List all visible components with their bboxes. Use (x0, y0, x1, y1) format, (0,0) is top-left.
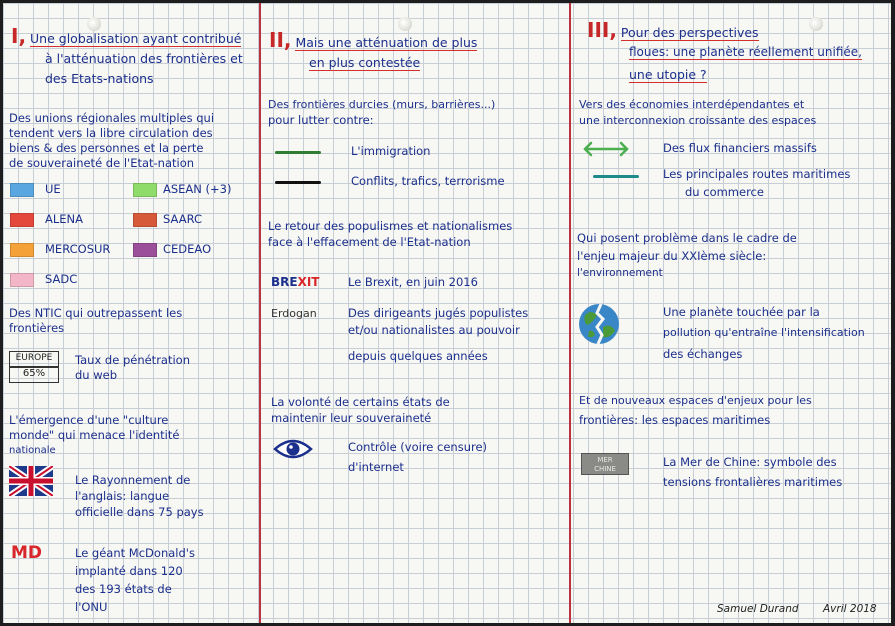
planet-text: pollution qu'entraîne l'intensification (663, 326, 865, 339)
legend-swatch-saarc (133, 213, 157, 227)
mcdonalds-text: Le géant McDonald's (75, 546, 195, 560)
unions-text: biens & des personnes et la perte (9, 141, 204, 155)
legend-label-mercosur: MERCOSUR (45, 242, 111, 256)
environment-text: l'environnement (577, 267, 663, 279)
mcdonalds-text: implanté dans 120 (75, 564, 183, 578)
legend-label-asean: ASEAN (+3) (163, 182, 232, 196)
legend-label-ue: UE (45, 182, 61, 196)
leaders-text: et/ou nationalistes au pouvoir (348, 323, 520, 337)
section-2-title-line: en plus contestée (309, 55, 421, 70)
legend-swatch-sadc (10, 273, 34, 287)
legend-swatch-alena (10, 213, 34, 227)
ntic-text: frontières (9, 321, 65, 335)
ntic-text: Des NTIC qui outrepassent les (9, 306, 183, 320)
penetration-text: du web (75, 368, 118, 382)
unions-text: Des unions régionales multiples qui (9, 111, 215, 125)
maritime-spaces-text: frontières: les espaces maritimes (579, 413, 771, 427)
legend-swatch-ue (10, 183, 34, 197)
maritime-spaces-text: Et de nouveaux espaces d'enjeux pour les (579, 394, 812, 407)
mcdonalds-text: l'ONU (75, 600, 108, 614)
section-1-title-line: des Etats-nations (45, 71, 154, 86)
legend-label-maritime-routes: du commerce (685, 185, 764, 199)
notebook-page (3, 3, 891, 623)
legend-swatch-cedeao (133, 243, 157, 257)
section-3-numeral: III, (587, 18, 617, 42)
english-text: officielle dans 75 pays (75, 505, 204, 519)
legend-label-saarc: SAARC (163, 212, 203, 226)
legend-label-maritime-routes: Les principales routes maritimes (663, 167, 851, 181)
leaders-text: depuis quelques années (348, 349, 488, 363)
section-2-numeral: II, (269, 28, 292, 52)
planet-text: Une planète touchée par la (663, 305, 820, 319)
section-1-title-line: à l'atténuation des frontières et (45, 51, 243, 66)
europe-label-box: EUROPE (9, 351, 59, 367)
english-text: l'anglais: langue (75, 489, 170, 503)
china-sea-text: La Mer de Chine: symbole des (663, 455, 837, 469)
walls-text: pour lutter contre: (268, 113, 374, 127)
eye-icon (273, 437, 313, 461)
penetration-text: Taux de pénétration (75, 353, 190, 367)
cracked-earth-icon (573, 301, 625, 347)
populism-text: Le retour des populismes et nationalismes (268, 219, 513, 233)
sovereignty-text: La volonté de certains états de (271, 395, 450, 409)
unions-text: de souveraineté de l'Etat-nation (9, 156, 195, 170)
legend-line-immigration (275, 151, 321, 154)
section-3-title-line: une utopie ? (629, 67, 707, 82)
culture-text: nationale (9, 445, 56, 456)
populism-text: face à l'effacement de l'Etat-nation (268, 235, 471, 249)
brexit-logo: BREXIT (271, 275, 320, 289)
unions-text: tendent vers la libre circulation des (9, 126, 213, 140)
legend-swatch-mercosur (10, 243, 34, 257)
legend-line-conflicts (275, 181, 321, 184)
control-text: d'internet (348, 460, 404, 474)
section-3-title-line: floues: une planète réellement unifiée, (629, 45, 862, 59)
legend-label-cedeao: CEDEAO (163, 242, 212, 256)
china-sea-text: tensions frontalières maritimes (663, 475, 843, 489)
legend-line-maritime-routes (593, 175, 639, 178)
china-sea-map-icon: MER CHINE (581, 453, 629, 475)
binder-hole (398, 17, 412, 31)
europe-value-box: 65% (9, 367, 59, 383)
financial-flows-arrow-icon (581, 139, 631, 159)
section-1-title: I, Une globalisation ayant contribué (11, 24, 242, 48)
column-divider-2 (569, 3, 571, 623)
walls-text: Des frontières durcies (murs, barrières...) (268, 98, 496, 111)
mcdonalds-logo: MD (11, 543, 43, 563)
signature-date: Avril 2018 (823, 603, 877, 615)
section-3-title: III, Pour des perspectives (587, 18, 759, 42)
planet-text: des échanges (663, 347, 743, 361)
section-2-title: II, Mais une atténuation de plus (269, 28, 478, 52)
mcdonalds-text: des 193 états de (75, 582, 172, 596)
column-divider-1 (259, 3, 261, 623)
legend-swatch-asean (133, 183, 157, 197)
section-1-numeral: I, (11, 24, 27, 48)
english-text: Le Rayonnement de (75, 473, 191, 487)
binder-hole (809, 17, 823, 31)
environment-text: l'enjeu majeur du XXIème siècle: (577, 249, 767, 263)
economies-text: une interconnexion croissante des espaces (579, 114, 817, 127)
control-text: Contrôle (voire censure) (348, 440, 488, 454)
culture-text: L'émergence d'une "culture (9, 413, 169, 427)
economies-text: Vers des économies interdépendantes et (579, 98, 805, 111)
sovereignty-text: maintenir leur souveraineté (271, 411, 432, 425)
environment-text: Qui posent problème dans le cadre de (577, 231, 797, 245)
legend-label-financial-flows: Des flux financiers massifs (663, 141, 817, 155)
legend-label-alena: ALENA (45, 212, 84, 226)
author-signature: Samuel Durand (717, 603, 799, 615)
uk-flag-icon (9, 466, 53, 496)
brexit-text: Le Brexit, en juin 2016 (348, 275, 478, 289)
erdogan-label: Erdogan (271, 307, 317, 320)
legend-label-conflicts: Conflits, trafics, terrorisme (351, 174, 505, 188)
legend-label-sadc: SADC (45, 272, 78, 286)
culture-text: monde" qui menace l'identité (9, 428, 180, 442)
legend-label-immigration: L'immigration (351, 144, 431, 158)
leaders-text: Des dirigeants jugés populistes (348, 306, 529, 320)
